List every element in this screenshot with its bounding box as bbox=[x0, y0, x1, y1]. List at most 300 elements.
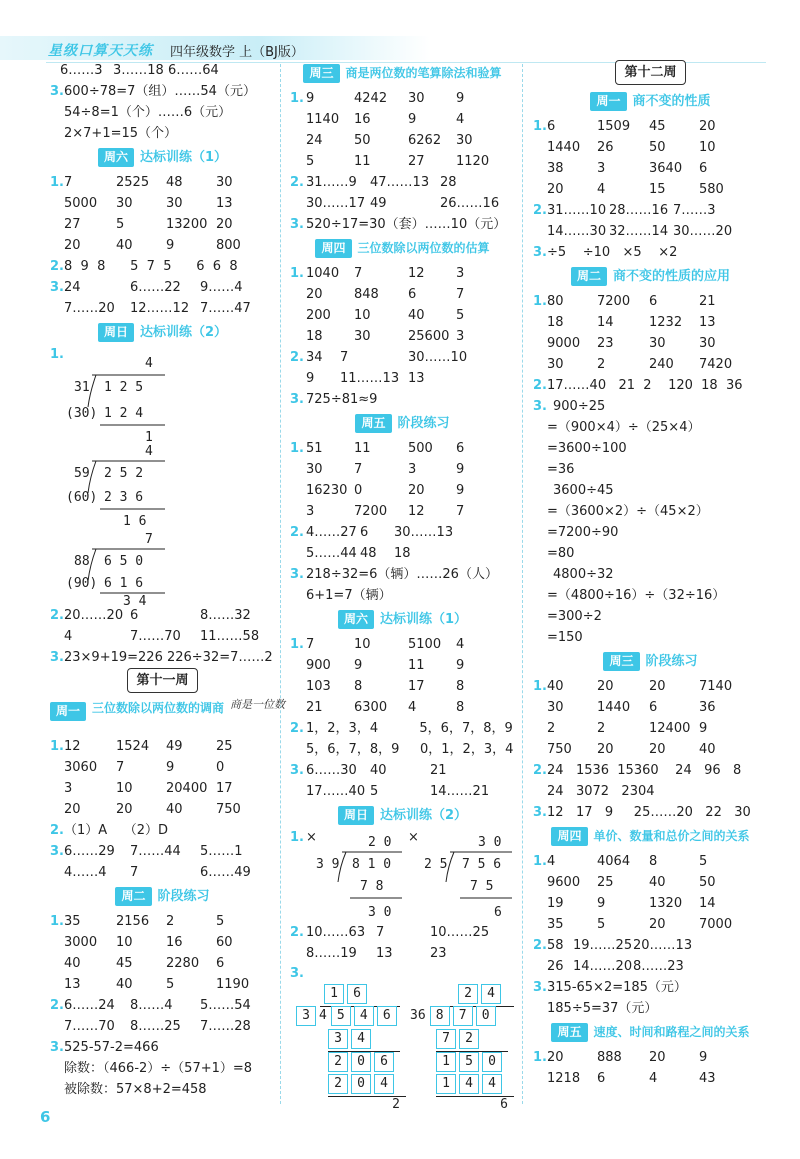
answer-value: 24 bbox=[306, 133, 323, 148]
division-digit: 36 8 7 0 bbox=[410, 1006, 499, 1026]
day-tag: 周三 bbox=[303, 64, 339, 83]
answer-value: 60 bbox=[216, 935, 233, 950]
answer-value: 30……20 bbox=[673, 224, 733, 239]
answer-value: 30 bbox=[649, 336, 666, 351]
answer-value: 30 bbox=[456, 133, 473, 148]
answer-value: 900÷25 bbox=[553, 399, 606, 414]
question-number: 2. bbox=[290, 175, 304, 190]
answer-row bbox=[290, 697, 515, 718]
division-digit: 2 5 bbox=[424, 857, 448, 872]
answer-value: 6 bbox=[699, 161, 708, 176]
question-number: 3. bbox=[533, 980, 547, 995]
division-digit: 3 4 5 4 6 bbox=[296, 1006, 400, 1026]
division-digit: 3 bbox=[296, 1006, 316, 1026]
brand-title: 星级口算天天练 bbox=[48, 43, 153, 59]
answer-row bbox=[533, 606, 768, 627]
question-number: 3. bbox=[533, 245, 547, 260]
question-number: 1. bbox=[533, 1050, 547, 1065]
answer-row bbox=[50, 1058, 275, 1079]
answer-value: 800 bbox=[216, 238, 241, 253]
column-3 bbox=[533, 60, 768, 1089]
answer-row bbox=[50, 298, 275, 319]
question-number: 1. bbox=[290, 830, 304, 845]
answer-row bbox=[533, 179, 768, 200]
answer-value: 5 bbox=[306, 154, 315, 169]
division-digit bbox=[324, 984, 406, 1006]
answer-row bbox=[290, 922, 515, 943]
answer-row bbox=[50, 172, 275, 193]
answer-value: 14……20 bbox=[573, 959, 633, 974]
answer-value: 40 bbox=[116, 238, 133, 253]
answer-row bbox=[290, 368, 515, 389]
division-digit: 4 bbox=[145, 444, 153, 459]
answer-value: 7140 bbox=[699, 679, 733, 694]
answer-value: 7 bbox=[456, 287, 465, 302]
answer-value: 9 bbox=[456, 658, 465, 673]
answer-value: 14 bbox=[597, 315, 614, 330]
answer-value: 32……14 bbox=[609, 224, 669, 239]
answer-value: 200 bbox=[306, 308, 331, 323]
answer-value: 888 bbox=[597, 1050, 622, 1065]
answer-value: 9 bbox=[597, 896, 606, 911]
answer-row bbox=[533, 935, 768, 956]
answer-value: 30……10 bbox=[408, 350, 468, 365]
answer-value: 8 bbox=[649, 854, 658, 869]
answer-value: 20……13 bbox=[633, 938, 693, 953]
answer-value: ÷5 ÷10 ×5 ×2 bbox=[547, 245, 678, 260]
question-number: 3. bbox=[290, 966, 304, 981]
answer-row bbox=[50, 193, 275, 214]
dividend: 1 2 5 bbox=[104, 380, 144, 395]
division-digit: 2 0 bbox=[368, 835, 392, 850]
question-number: 2. bbox=[533, 763, 547, 778]
answer-value: 50 bbox=[354, 133, 371, 148]
answer-value: 7……44 bbox=[130, 844, 181, 859]
day-tag: 周五 bbox=[355, 414, 391, 433]
answer-row bbox=[50, 757, 275, 778]
answer-value: 6……24 bbox=[64, 998, 115, 1013]
question-number: 3. bbox=[50, 280, 64, 295]
division-digit: 0 bbox=[482, 1052, 502, 1072]
answer-value: 500 bbox=[408, 441, 433, 456]
question-number: 1. bbox=[290, 91, 304, 106]
section-title: 达标训练（2） bbox=[379, 808, 468, 823]
division-digit: 7 8 bbox=[360, 879, 384, 894]
answer-value: 900 bbox=[306, 658, 331, 673]
answer-value: 8……19 bbox=[306, 946, 357, 961]
question-number: 2. bbox=[50, 823, 64, 838]
answer-value: 4……27 bbox=[306, 525, 357, 540]
answer-value: 23×9+19=226 226÷32=7……2 bbox=[64, 650, 273, 665]
question-number: 3. bbox=[290, 217, 304, 232]
answer-value: 24 1536 15360 24 96 8 bbox=[547, 763, 742, 778]
answer-value: 4 bbox=[64, 629, 73, 644]
answer-row bbox=[533, 585, 768, 606]
division-digit: 4 bbox=[481, 984, 501, 1004]
answer-value: 9 bbox=[306, 91, 315, 106]
answer-row bbox=[533, 417, 768, 438]
answer-row bbox=[290, 543, 515, 564]
week-label-row bbox=[533, 60, 768, 88]
division-digit: 3 bbox=[328, 1029, 348, 1049]
column-1 bbox=[50, 60, 285, 1100]
answer-value: 40 bbox=[370, 763, 387, 778]
division-digit: 5 bbox=[459, 1052, 479, 1072]
divisor: 31 bbox=[74, 380, 90, 395]
answer-value: 19 bbox=[547, 896, 564, 911]
answer-value: 17……40 21 2 120 18 36 bbox=[547, 378, 743, 393]
answer-value: 3……18 bbox=[113, 63, 164, 78]
answer-value: 40 bbox=[166, 802, 183, 817]
answer-value: 6 bbox=[216, 956, 225, 971]
wrong-mark: × bbox=[408, 830, 419, 845]
section-header bbox=[50, 144, 275, 172]
question-number: 3. bbox=[50, 844, 64, 859]
section-title: 达标训练（1） bbox=[139, 150, 228, 165]
division-digit: 3 4 bbox=[123, 594, 147, 605]
division-digit bbox=[436, 1051, 508, 1074]
question-number: 1. bbox=[50, 739, 64, 754]
answer-value: 31……10 bbox=[547, 203, 607, 218]
answer-value: 9 bbox=[354, 658, 363, 673]
answer-value: 10 bbox=[354, 308, 371, 323]
week-label: 第十一周 bbox=[127, 668, 197, 693]
answer-row bbox=[50, 626, 275, 647]
answer-value: 7……70 bbox=[64, 1019, 115, 1034]
answer-row bbox=[533, 501, 768, 522]
division-digit bbox=[328, 1074, 406, 1096]
day-tag: 周三 bbox=[603, 652, 639, 671]
answer-value: 5 bbox=[699, 854, 708, 869]
question-number: 2. bbox=[533, 938, 547, 953]
answer-value: 3 bbox=[64, 781, 73, 796]
answer-row bbox=[50, 81, 275, 102]
answer-value: 被除数：57×8+2=458 bbox=[64, 1082, 207, 1097]
answer-value: 40 bbox=[408, 308, 425, 323]
answer-row bbox=[533, 480, 768, 501]
division-digit: 59 bbox=[74, 466, 90, 481]
division-digit: 7 bbox=[436, 1029, 456, 1049]
day-tag: 周五 bbox=[551, 1023, 587, 1042]
question-number: 1. bbox=[290, 266, 304, 281]
answer-value: 6……29 bbox=[64, 844, 115, 859]
answer-value: 2 bbox=[166, 914, 175, 929]
division-digit: 7 5 bbox=[470, 879, 494, 894]
answer-value: 7……3 bbox=[673, 203, 716, 218]
division-digit: 1 bbox=[436, 1074, 456, 1094]
answer-value: 20 bbox=[597, 742, 614, 757]
book-subtitle: 四年级数学 上（BJ版） bbox=[170, 45, 304, 60]
answer-row bbox=[533, 739, 768, 760]
answer-value: 1509 bbox=[597, 119, 631, 134]
answer-value: 4242 bbox=[354, 91, 388, 106]
answer-row bbox=[50, 123, 275, 144]
day-tag: 周一 bbox=[50, 702, 86, 721]
answer-row bbox=[290, 109, 515, 130]
day-tag: 周二 bbox=[571, 267, 607, 286]
answer-value: 6……30 bbox=[306, 763, 357, 778]
answer-value: 30 bbox=[699, 336, 716, 351]
answer-value: 520÷17=30（套）……10（元） bbox=[306, 217, 507, 232]
answer-value: 20 bbox=[216, 217, 233, 232]
answer-value: 30 bbox=[306, 462, 323, 477]
answer-value: 3 bbox=[597, 161, 606, 176]
answer-value: 8……4 bbox=[130, 998, 173, 1013]
answer-value: =36 bbox=[547, 462, 575, 477]
answer-value: 13 bbox=[699, 315, 716, 330]
answer-row bbox=[533, 116, 768, 137]
answer-value: =（900×4）÷（25×4） bbox=[547, 420, 701, 435]
answer-value: 20……20 bbox=[64, 608, 124, 623]
answer-value: 13200 bbox=[166, 217, 208, 232]
day-tag: 周六 bbox=[98, 148, 134, 167]
answer-value: 13 bbox=[376, 946, 393, 961]
answer-value: =（3600×2）÷（45×2） bbox=[547, 504, 709, 519]
answer-value: 5 bbox=[370, 784, 379, 799]
column-2 bbox=[290, 60, 515, 1112]
section-title: 单价、数量和总价之间的关系 bbox=[593, 829, 750, 843]
answer-value: 1524 bbox=[116, 739, 150, 754]
answer-value: 9 bbox=[166, 238, 175, 253]
division-digit bbox=[458, 984, 514, 1006]
answer-value: 24 bbox=[64, 280, 81, 295]
answer-value: 30 bbox=[547, 357, 564, 372]
answer-value: 45 bbox=[116, 956, 133, 971]
answer-row bbox=[290, 284, 515, 305]
answer-value: 6 bbox=[649, 294, 658, 309]
answer-value: 580 bbox=[699, 182, 724, 197]
answer-value: 12 17 9 25……20 22 30 bbox=[547, 805, 751, 820]
answer-value: 40 bbox=[547, 679, 564, 694]
answer-value: 6……3 bbox=[60, 63, 103, 78]
answer-value: 1440 bbox=[597, 700, 631, 715]
answer-row bbox=[50, 974, 275, 995]
answer-value: 20 bbox=[64, 802, 81, 817]
answer-value: 20 bbox=[649, 1050, 666, 1065]
answer-value: 5 bbox=[116, 217, 125, 232]
answer-value: 7 bbox=[64, 175, 73, 190]
answer-value: 2 bbox=[597, 357, 606, 372]
answer-value: 30 bbox=[354, 329, 371, 344]
answer-value: 9000 bbox=[547, 336, 581, 351]
answer-value: 25600 bbox=[408, 329, 450, 344]
answer-value: 16230 bbox=[306, 483, 348, 498]
answer-value: 7000 bbox=[699, 917, 733, 932]
question-number: 2. bbox=[50, 998, 64, 1013]
long-division-figures bbox=[60, 347, 220, 605]
answer-value: 7 bbox=[354, 462, 363, 477]
answer-value: 9 bbox=[408, 112, 417, 127]
answer-row bbox=[50, 1016, 275, 1037]
column-divider-2 bbox=[522, 64, 523, 1104]
division-digit: 1 bbox=[324, 984, 344, 1004]
week-label: 第十二周 bbox=[615, 60, 685, 85]
question-number: 1. bbox=[50, 175, 64, 190]
answer-row bbox=[50, 841, 275, 862]
answer-value: 10 bbox=[699, 140, 716, 155]
answer-value: 3600÷45 bbox=[553, 483, 614, 498]
question-number: 3. bbox=[290, 567, 304, 582]
answer-value: 12 bbox=[408, 266, 425, 281]
question-number: 3. bbox=[533, 399, 547, 414]
day-tag: 周日 bbox=[98, 323, 134, 342]
answer-value: 11 bbox=[408, 658, 425, 673]
answer-value: 9 bbox=[699, 1050, 708, 1065]
division-digit: 2 5 2 bbox=[104, 466, 144, 481]
answer-value: 315-65×2=185（元） bbox=[547, 980, 687, 995]
division-digit: 1 bbox=[436, 1052, 456, 1072]
answer-value: 50 bbox=[699, 875, 716, 890]
day-tag: 周二 bbox=[115, 887, 151, 906]
answer-value: 11 bbox=[354, 154, 371, 169]
division-digit: 3 9 bbox=[316, 857, 340, 872]
answer-row bbox=[290, 522, 515, 543]
answer-value: 5100 bbox=[408, 637, 442, 652]
division-digit: 4 bbox=[374, 1074, 394, 1094]
answer-value: 5 bbox=[216, 914, 225, 929]
answer-value: 600÷78=7（组）……54（元） bbox=[64, 84, 256, 99]
division-digit: 6 bbox=[374, 1052, 394, 1072]
answer-value: 5，6，7，8，9 0，1，2，3，4 bbox=[306, 742, 514, 757]
answer-value: 5……54 bbox=[200, 998, 251, 1013]
answer-row bbox=[290, 655, 515, 676]
day-tag: 周六 bbox=[338, 610, 374, 629]
answer-value: 8 bbox=[354, 679, 363, 694]
answer-row bbox=[533, 627, 768, 648]
answer-value: 30 bbox=[408, 91, 425, 106]
answer-row bbox=[533, 459, 768, 480]
answer-value: 1140 bbox=[306, 112, 340, 127]
question-number: 1. bbox=[50, 914, 64, 929]
section-title: 阶段练习 bbox=[397, 416, 450, 431]
answer-row bbox=[290, 151, 515, 172]
division-digit: 6 bbox=[377, 1006, 397, 1026]
answer-value: 9 bbox=[166, 760, 175, 775]
answer-value: 5……1 bbox=[200, 844, 243, 859]
answer-value: 5000 bbox=[64, 196, 98, 211]
answer-value: 34 bbox=[306, 350, 323, 365]
answer-value: 27 bbox=[408, 154, 425, 169]
answer-value: 9 bbox=[456, 483, 465, 498]
section-header bbox=[50, 883, 275, 911]
answer-value: 9……4 bbox=[200, 280, 243, 295]
answer-value: 20 bbox=[547, 182, 564, 197]
answer-row bbox=[50, 60, 275, 81]
division-digit: 6 1 6 bbox=[104, 576, 144, 591]
answer-row bbox=[533, 543, 768, 564]
answer-value: 9 bbox=[456, 91, 465, 106]
answer-row bbox=[290, 389, 515, 410]
answer-row bbox=[290, 193, 515, 214]
division-digit: 2 3 6 bbox=[104, 490, 144, 505]
answer-value: 6 bbox=[408, 287, 417, 302]
answer-value: 40 bbox=[649, 875, 666, 890]
answer-value: 21 bbox=[306, 700, 323, 715]
answer-value: 8 9 8 5 7 5 6 6 8 bbox=[64, 259, 238, 274]
answer-row bbox=[290, 263, 515, 284]
answer-value: 12……12 bbox=[130, 301, 190, 316]
answer-row bbox=[533, 137, 768, 158]
answer-value: 3 bbox=[408, 462, 417, 477]
answer-row bbox=[533, 200, 768, 221]
division-digit: 7 bbox=[453, 1006, 473, 1026]
answer-row bbox=[50, 932, 275, 953]
answer-value: 7420 bbox=[699, 357, 733, 372]
answer-value: 7……20 bbox=[64, 301, 115, 316]
answer-value: 40 bbox=[699, 742, 716, 757]
answer-value: 26 bbox=[547, 959, 564, 974]
wrong-mark: × bbox=[306, 830, 317, 845]
answer-row bbox=[533, 802, 768, 823]
answer-value: 12 bbox=[64, 739, 81, 754]
answer-value: 3 bbox=[456, 266, 465, 281]
answer-value: 40 bbox=[116, 977, 133, 992]
answer-value: 20 bbox=[699, 119, 716, 134]
answer-row bbox=[533, 760, 768, 781]
answer-value: 27 bbox=[64, 217, 81, 232]
answer-row bbox=[533, 718, 768, 739]
section-header bbox=[50, 696, 285, 736]
answer-value: 6 bbox=[597, 1071, 606, 1086]
answer-value: 3 bbox=[306, 504, 315, 519]
answer-row bbox=[533, 564, 768, 585]
answer-value: 3060 bbox=[64, 760, 98, 775]
answer-value: 6+1=7（辆） bbox=[306, 588, 392, 603]
answer-value: 21 bbox=[699, 294, 716, 309]
answer-value: 1040 bbox=[306, 266, 340, 281]
answer-value: 17 bbox=[408, 679, 425, 694]
answer-value: 3640 bbox=[649, 161, 683, 176]
answer-value: 7……28 bbox=[200, 1019, 251, 1034]
division-digit: 7 bbox=[145, 532, 153, 547]
answer-value: （1）A （2）D bbox=[64, 823, 168, 838]
answer-row bbox=[50, 277, 275, 298]
answer-value: 20 bbox=[547, 1050, 564, 1065]
division-digit: 6 bbox=[494, 905, 502, 920]
answer-value: 4 bbox=[649, 1071, 658, 1086]
section-header bbox=[533, 823, 768, 851]
section-title: 三位数除以两位数的调商 bbox=[92, 701, 225, 715]
answer-value: 25 bbox=[597, 875, 614, 890]
answer-value: 1，2，3，4 5，6，7，8，9 bbox=[306, 721, 513, 736]
answer-row bbox=[533, 221, 768, 242]
answer-value: 9 bbox=[456, 462, 465, 477]
answer-value: 30 bbox=[547, 700, 564, 715]
answer-value: 24 3072 2304 bbox=[547, 784, 655, 799]
answer-row bbox=[50, 235, 275, 256]
boxed-division-2 bbox=[410, 984, 514, 1112]
answer-row bbox=[290, 781, 515, 802]
answer-value: 14……21 bbox=[430, 784, 490, 799]
answer-value: =3600÷100 bbox=[547, 441, 627, 456]
day-tag: 周四 bbox=[315, 239, 351, 258]
question-number: 3. bbox=[290, 763, 304, 778]
answer-value: 2525 bbox=[116, 175, 150, 190]
answer-row bbox=[533, 522, 768, 543]
answer-row bbox=[50, 1079, 275, 1100]
answer-value: 7 bbox=[340, 350, 349, 365]
division-digit: 0 bbox=[351, 1052, 371, 1072]
answer-value: 2×7+1=15（个） bbox=[64, 126, 178, 141]
answer-value: 6 bbox=[456, 441, 465, 456]
answer-value: =（4800÷16）÷（32÷16） bbox=[547, 588, 726, 603]
section-title: 三位数除以两位数的估算 bbox=[357, 241, 490, 255]
answer-value: 7 bbox=[116, 760, 125, 775]
question-number: 2. bbox=[290, 925, 304, 940]
section-header bbox=[50, 319, 275, 347]
question-number: 3. bbox=[50, 84, 64, 99]
answer-value: 30……13 bbox=[394, 525, 454, 540]
